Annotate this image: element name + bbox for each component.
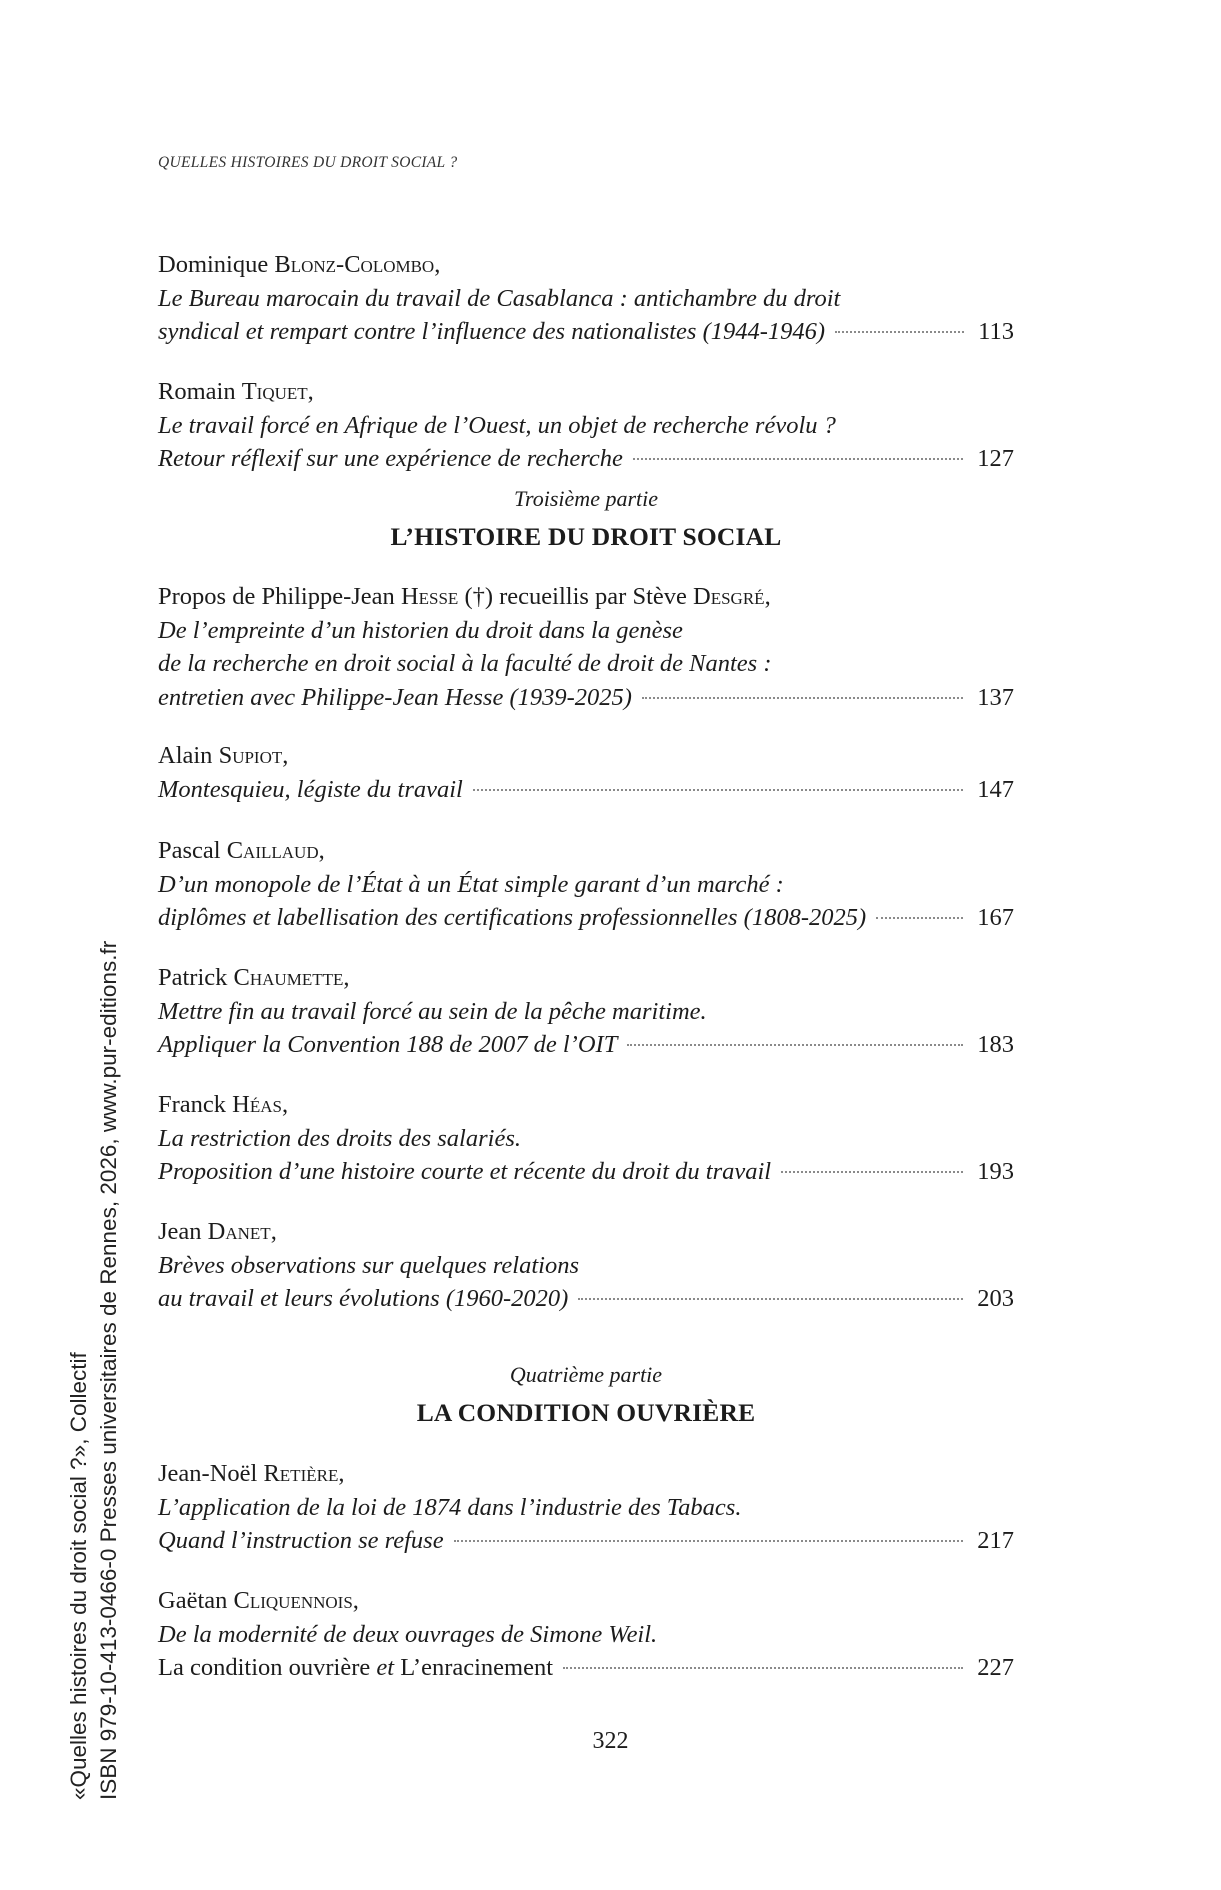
dot-leader (642, 697, 963, 699)
entry-author: Propos de Philippe-Jean Hesse (†) recueillis par Stève Desgré, (158, 583, 771, 610)
toc-entry (158, 580, 1014, 714)
toc-entry (158, 961, 1014, 1062)
entry-author: Romain Tiquet, (158, 378, 314, 405)
dot-leader (563, 1667, 963, 1669)
toc-entry (158, 248, 1014, 349)
side-copyright-note (64, 941, 124, 1800)
page-ref: 113 (978, 318, 1014, 345)
toc-entry (158, 375, 1014, 476)
entry-last-line[interactable]: Retour réflexif sur une expérience de recherche 127 (158, 442, 1014, 476)
page-ref: 217 (977, 1527, 1014, 1554)
part-label: Quatrième partie (509, 1362, 663, 1387)
page-ref: 193 (977, 1158, 1014, 1185)
page-ref: 227 (977, 1654, 1014, 1681)
entry-last-line[interactable]: Montesquieu, légiste du travail 147 (158, 773, 1014, 807)
entry-title-line: Brèves observations sur quelques relations (158, 1251, 579, 1279)
entry-title-line: Mettre fin au travail forcé au sein de la pêche maritime. (158, 997, 707, 1025)
entry-author: Franck Héas, (158, 1091, 289, 1118)
toc-entry (158, 1584, 1014, 1685)
entry-title-line: De la modernité de deux ouvrages de Simone Weil. (158, 1620, 658, 1648)
dot-leader (473, 789, 963, 791)
page-ref: 183 (977, 1031, 1014, 1058)
entry-last-line[interactable]: Quand l’instruction se refuse 217 (158, 1524, 1014, 1558)
page-ref: 147 (977, 775, 1014, 803)
entry-author: Jean-Noël Retière, (158, 1460, 345, 1487)
toc-entry (158, 1088, 1014, 1189)
entry-title-line: L’application de la loi de 1874 dans l’industrie des Tabacs. (158, 1493, 742, 1521)
page-ref: 167 (977, 904, 1014, 931)
dot-leader (633, 458, 963, 460)
dot-leader (781, 1171, 963, 1173)
entry-author: Patrick Chaumette, (158, 964, 350, 991)
entry-title-line: De l’empreinte d’un historien du droit dans la genèse (158, 616, 683, 644)
toc-entry (158, 1215, 1014, 1316)
page-ref: 137 (977, 683, 1014, 711)
dot-leader (835, 331, 964, 333)
entry-last-line[interactable]: diplômes et labellisation des certifications professionnelles (1808-2025) 167 (158, 901, 1014, 935)
running-head: QUELLES HISTOIRES DU DROIT SOCIAL ? (158, 154, 458, 171)
entry-title-line: de la recherche en droit social à la faculté de droit de Nantes : (158, 650, 772, 677)
entry-author: Gaëtan Cliquennois, (158, 1587, 359, 1614)
toc-entry (158, 1457, 1014, 1558)
entry-author: Jean Danet, (158, 1218, 277, 1245)
entry-title-line: Le travail forcé en Afrique de l’Ouest, un objet de recherche révolu ? (158, 411, 836, 439)
side-note-line: ISBN 979-10-413-0466-0 Presses universitaires de Rennes, 2026, www.pur-editions.fr (96, 940, 121, 1800)
entry-last-line[interactable]: Proposition d’une histoire courte et récente du droit du travail 193 (158, 1155, 1014, 1189)
entry-last-line[interactable]: au travail et leurs évolutions (1960-2020) 203 (158, 1282, 1014, 1316)
entry-title-line: Le Bureau marocain du travail de Casablanca : antichambre du droit (158, 284, 841, 312)
dot-leader (578, 1298, 963, 1300)
toc-entry (158, 834, 1014, 935)
part-title: LA CONDITION OUVRIÈRE (416, 1398, 756, 1427)
dot-leader (876, 917, 963, 919)
page-number: 322 (592, 1728, 629, 1754)
toc-entry (158, 739, 1014, 806)
entry-last-line[interactable]: entretien avec Philippe-Jean Hesse (1939-2025) 137 (158, 681, 1014, 715)
entry-author: Dominique Blonz-Colombo, (158, 251, 441, 278)
entry-last-line[interactable]: syndical et rempart contre l’influence des nationalistes (1944-1946) 113 (158, 315, 1014, 349)
entry-title-line: D’un monopole de l’État à un État simple garant d’un marché : (158, 870, 784, 898)
entry-author: Alain Supiot, (158, 742, 289, 769)
page-ref: 127 (977, 445, 1014, 472)
page-ref: 203 (977, 1285, 1014, 1312)
part-label: Troisième partie (513, 486, 659, 511)
entry-last-line[interactable]: Appliquer la Convention 188 de 2007 de l’OIT 183 (158, 1028, 1014, 1062)
entry-title-line: La restriction des droits des salariés. (158, 1124, 521, 1152)
entry-author: Pascal Caillaud, (158, 837, 325, 864)
part-title: L’HISTOIRE DU DROIT SOCIAL (390, 522, 782, 551)
entry-last-line[interactable]: La condition ouvrière et L’enracinement 227 (158, 1651, 1014, 1685)
side-note-line: «Quelles histoires du droit social ?», Collectif (66, 1352, 91, 1800)
dot-leader (454, 1540, 964, 1542)
dot-leader (627, 1044, 963, 1046)
